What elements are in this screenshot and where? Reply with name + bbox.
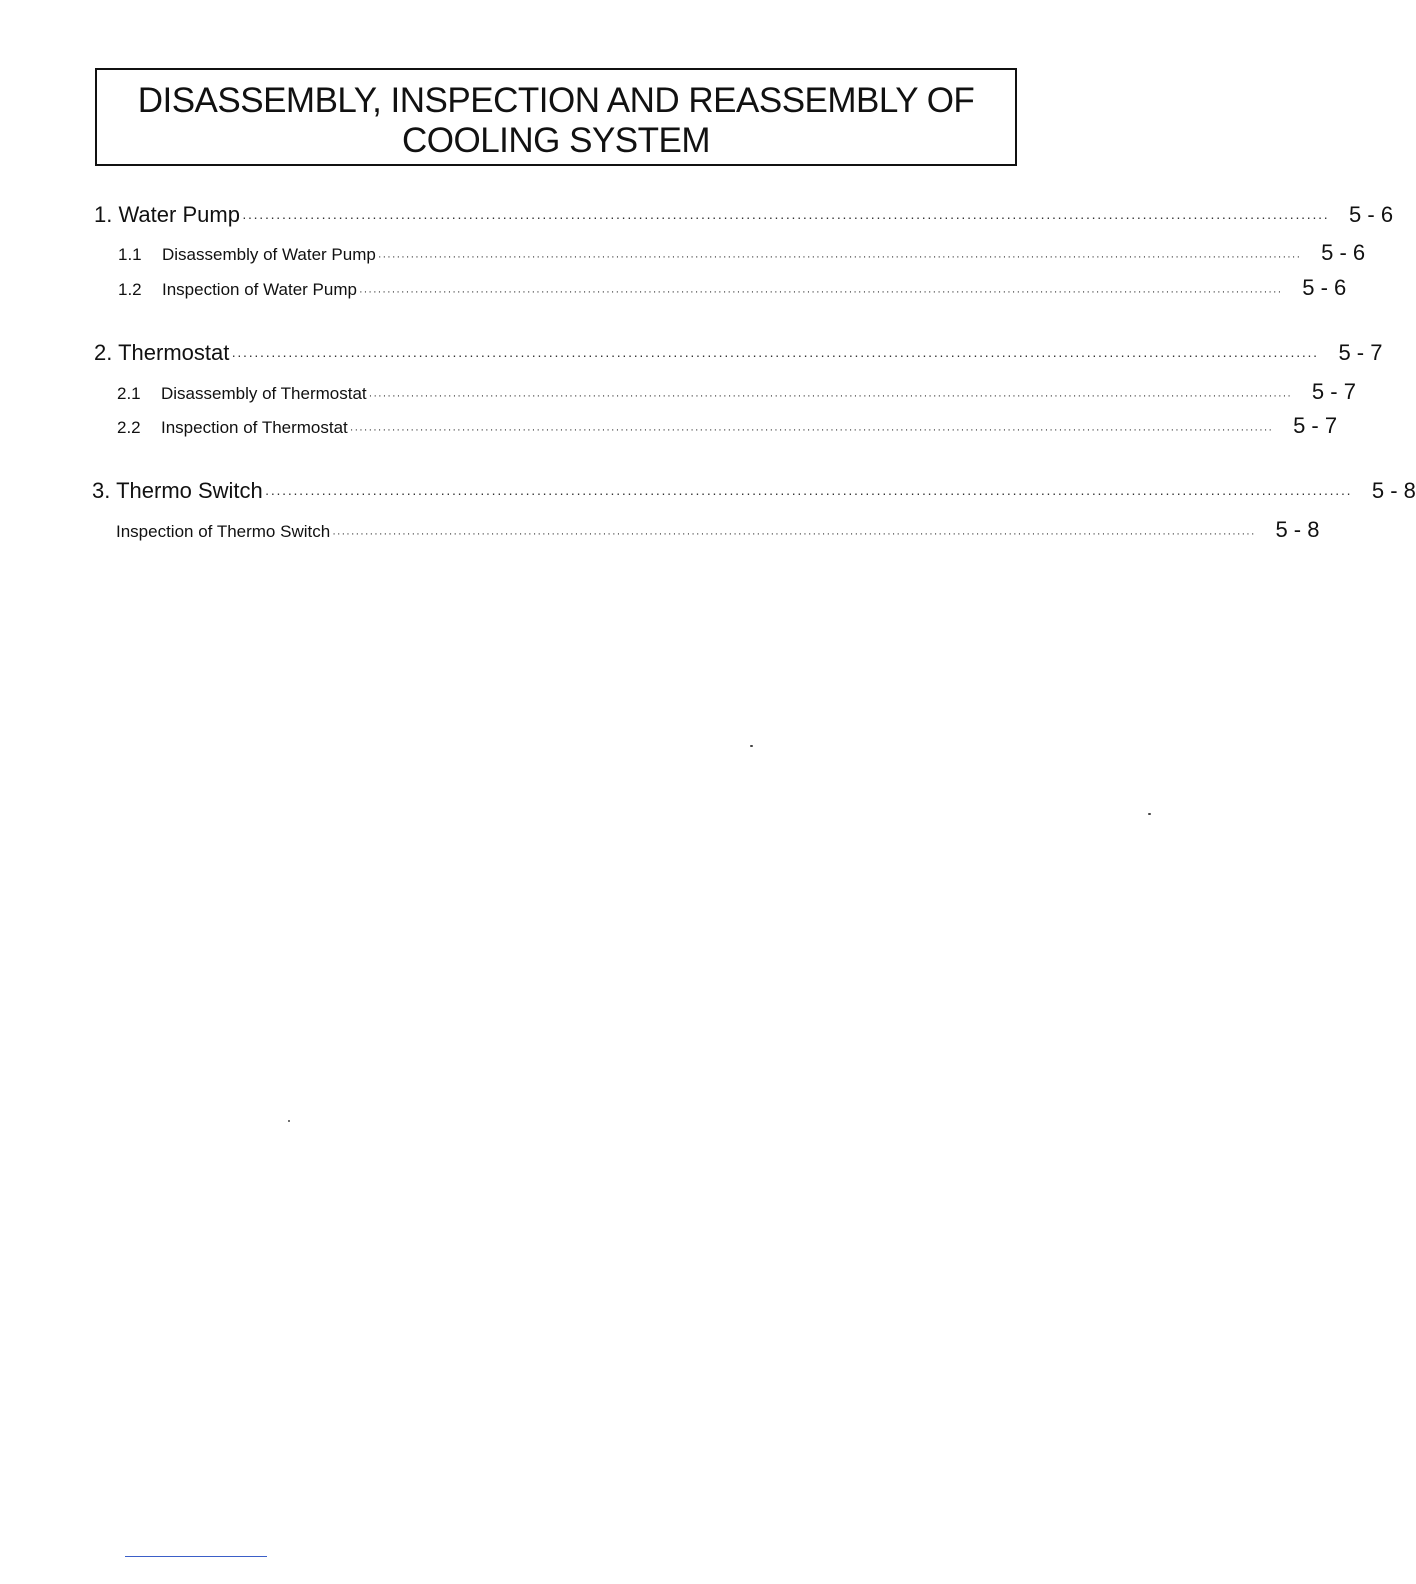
toc-entry-label (117, 418, 348, 438)
toc-entry-page: 5 - 6 (1302, 275, 1347, 300)
toc-entry-page: 5 - 6 (1349, 202, 1394, 227)
toc-entry-disassembly-of-water-pump[interactable] (118, 240, 1366, 266)
toc-entry-title: Water Pump (118, 202, 240, 227)
toc-entry-label (118, 245, 376, 265)
scan-speck (750, 745, 753, 747)
toc-entry-disassembly-of-thermostat[interactable] (117, 379, 1356, 405)
dot-leader: ······································································································································································································ (332, 528, 1256, 540)
toc-entry-number: 1.2 (118, 280, 142, 299)
toc-entry-page: 5 - 8 (1371, 478, 1416, 503)
dot-leader: ······································································································································································································ (358, 286, 1283, 298)
scan-speck (1148, 813, 1151, 815)
section-title-line-2: COOLING SYSTEM (401, 121, 711, 160)
toc-entry-number: 1. (94, 202, 113, 227)
toc-entry-label (92, 478, 263, 504)
dot-leader: ······································································································································································································ (377, 251, 1302, 263)
toc-entry-number: 2.2 (117, 418, 141, 437)
toc-entry-label (94, 340, 229, 366)
toc-entry-title: Disassembly of Thermostat (161, 384, 367, 403)
toc-entry-title: Inspection of Water Pump (162, 280, 357, 299)
toc-entry-water-pump[interactable] (94, 202, 1394, 232)
toc-entry-inspection-of-water-pump[interactable] (118, 275, 1347, 301)
toc-entry-title: Inspection of Thermostat (161, 418, 348, 437)
toc-entry-label (118, 280, 357, 300)
toc-entry-inspection-of-thermostat[interactable] (117, 413, 1338, 439)
scan-speck (288, 1120, 290, 1122)
dot-leader: ································································································································································································ (264, 485, 1352, 501)
dot-leader: ································································································································································································ (241, 209, 1330, 225)
dot-leader: ······································································································································································································ (349, 424, 1274, 436)
dot-leader: ······································································································································································································ (368, 390, 1292, 402)
dot-leader: ································································································································································································ (231, 347, 1319, 363)
toc-entry-title: Disassembly of Water Pump (162, 245, 376, 264)
toc-entry-title: Thermo Switch (116, 478, 263, 503)
toc-entry-page: 5 - 6 (1321, 240, 1366, 265)
toc-entry-page: 5 - 7 (1293, 413, 1338, 438)
toc-entry-thermostat[interactable] (94, 340, 1383, 370)
toc-entry-title: Thermostat (118, 340, 230, 365)
toc-entry-label (116, 522, 330, 542)
toc-entry-page: 5 - 7 (1311, 379, 1356, 404)
toc-entry-inspection-of-thermo-switch[interactable] (116, 517, 1320, 543)
toc-entry-number: 2. (94, 340, 113, 365)
toc-entry-label (94, 202, 240, 228)
section-title-box (95, 68, 1017, 166)
toc-entry-page: 5 - 7 (1338, 340, 1383, 365)
toc-entry-number: 3. (92, 478, 111, 503)
footer-rule (125, 1556, 267, 1557)
toc-entry-title: Inspection of Thermo Switch (116, 522, 331, 541)
toc-entry-label (117, 384, 367, 404)
toc-entry-thermo-switch[interactable] (92, 478, 1416, 508)
toc-entry-number: 1.1 (118, 245, 142, 264)
section-title-line-1: DISASSEMBLY, INSPECTION AND REASSEMBLY OF (137, 81, 975, 120)
toc-entry-page: 5 - 8 (1275, 517, 1320, 542)
toc-entry-number: 2.1 (117, 384, 141, 403)
